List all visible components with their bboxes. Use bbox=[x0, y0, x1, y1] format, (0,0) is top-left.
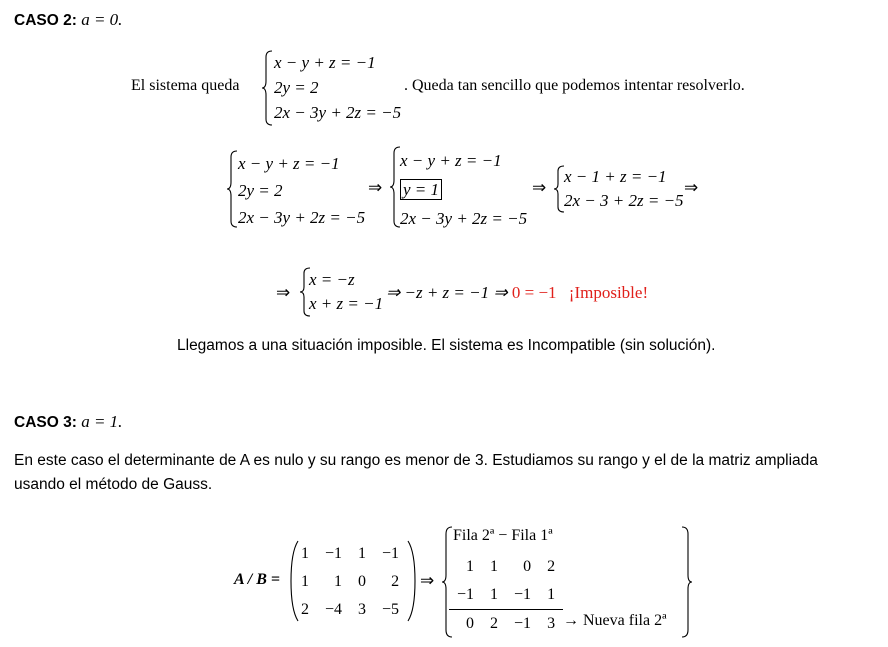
caso2-system-brace bbox=[262, 50, 274, 126]
caso2-condition: a = 0. bbox=[81, 10, 123, 29]
step4-eq1: x = −z bbox=[309, 270, 355, 289]
caso2-system-eq1: x − y + z = −1 bbox=[274, 53, 376, 72]
operation-row bbox=[449, 553, 563, 581]
operation-right-brace bbox=[680, 526, 692, 638]
operation-cell: 3 bbox=[547, 615, 556, 632]
matrix-cell: 0 bbox=[358, 573, 367, 590]
step2-eq1: x − y + z = −1 bbox=[400, 151, 502, 170]
operation-cell: −1 bbox=[514, 615, 532, 632]
caso3-paragraph-line2: usando el método de Gauss. bbox=[14, 476, 213, 493]
step3-eq2: 2x − 3 + 2z = −5 bbox=[564, 191, 684, 210]
step2-eq3: 2x − 3y + 2z = −5 bbox=[400, 209, 528, 228]
operation-cell: 2 bbox=[490, 615, 499, 632]
operation-cell: −1 bbox=[514, 586, 532, 603]
step1-eq2: 2y = 2 bbox=[238, 181, 283, 200]
operation-result: → Nueva fila 2ª bbox=[563, 612, 667, 629]
step1-system bbox=[238, 150, 365, 231]
matrix-cell: −1 bbox=[325, 545, 343, 562]
matrix-row bbox=[293, 568, 407, 596]
caso2-conclusion: Llegamos a una situación imposible. El sistema es Incompatible (sin solución). bbox=[177, 337, 716, 354]
matrix-ab bbox=[293, 540, 407, 624]
caso2-system bbox=[274, 50, 401, 125]
operation-cell: −1 bbox=[457, 586, 475, 603]
matrix-row bbox=[293, 596, 407, 624]
matrix-cell: 1 bbox=[301, 573, 309, 590]
operation-cell: 1 bbox=[466, 558, 475, 575]
matrix-cell: 3 bbox=[358, 601, 367, 618]
step3-eq1: x − 1 + z = −1 bbox=[564, 167, 667, 186]
caso3-label: CASO 3: bbox=[14, 414, 77, 431]
matrix-cell: 2 bbox=[391, 573, 400, 590]
caso2-label: CASO 2: bbox=[14, 12, 77, 29]
matrix-cell: −4 bbox=[325, 601, 343, 618]
caso2-system-eq3: 2x − 3y + 2z = −5 bbox=[274, 103, 402, 122]
arrow-4: ⇒ bbox=[276, 283, 291, 302]
arrow-1: ⇒ bbox=[368, 178, 383, 197]
step4-chain bbox=[386, 283, 648, 303]
step2-eq2-boxed: y = 1 bbox=[400, 179, 442, 200]
matrix-right-paren bbox=[406, 540, 416, 622]
step1-eq3: 2x − 3y + 2z = −5 bbox=[238, 208, 366, 227]
caso2-after-text: . Queda tan sencillo que podemos intentar resolverlo. bbox=[404, 77, 745, 94]
arrow-2: ⇒ bbox=[532, 178, 547, 197]
caso3-condition: a = 1. bbox=[81, 412, 123, 431]
arrow-5: ⇒ bbox=[420, 571, 435, 590]
matrix-row bbox=[293, 540, 407, 568]
step4-eq2: x + z = −1 bbox=[309, 294, 384, 313]
imposible-label: ¡Imposible! bbox=[568, 283, 649, 302]
arrow-3: ⇒ bbox=[684, 178, 699, 197]
chain-expression: ⇒ −z + z = −1 ⇒ bbox=[386, 283, 508, 302]
matrix-cell: 1 bbox=[358, 545, 367, 562]
operation-cell: 0 bbox=[523, 558, 532, 575]
operation-rows bbox=[449, 553, 563, 638]
operation-cell: 0 bbox=[466, 615, 475, 632]
caso3-paragraph-line1: En este caso el determinante de A es nulo y su rango es menor de 3. Estudiamos su rango y el de la matriz ampliada bbox=[14, 452, 818, 469]
matrix-cell: 1 bbox=[301, 545, 309, 562]
step3-system bbox=[564, 165, 684, 213]
matrix-cell: 1 bbox=[334, 573, 343, 590]
operation-cell: 2 bbox=[547, 558, 556, 575]
matrix-cell: 2 bbox=[301, 601, 309, 618]
operation-row bbox=[449, 610, 563, 639]
matrix-cell: −5 bbox=[382, 601, 400, 618]
caso2-system-eq2: 2y = 2 bbox=[274, 78, 319, 97]
caso3-heading bbox=[14, 412, 122, 432]
matrix-label: A / B = bbox=[234, 571, 281, 588]
step4-system bbox=[309, 268, 383, 316]
step1-eq1: x − y + z = −1 bbox=[238, 154, 340, 173]
step2-system bbox=[400, 146, 527, 233]
operation-cell: 1 bbox=[490, 586, 499, 603]
operation-title: Fila 2ª − Fila 1ª bbox=[453, 527, 553, 544]
matrix-cell: −1 bbox=[382, 545, 400, 562]
operation-cell: 1 bbox=[547, 586, 556, 603]
caso2-heading bbox=[14, 10, 122, 30]
operation-row bbox=[449, 581, 563, 610]
caso2-intro: El sistema queda bbox=[131, 77, 240, 94]
operation-cell: 1 bbox=[490, 558, 499, 575]
contradiction: 0 = −1 bbox=[511, 283, 557, 302]
